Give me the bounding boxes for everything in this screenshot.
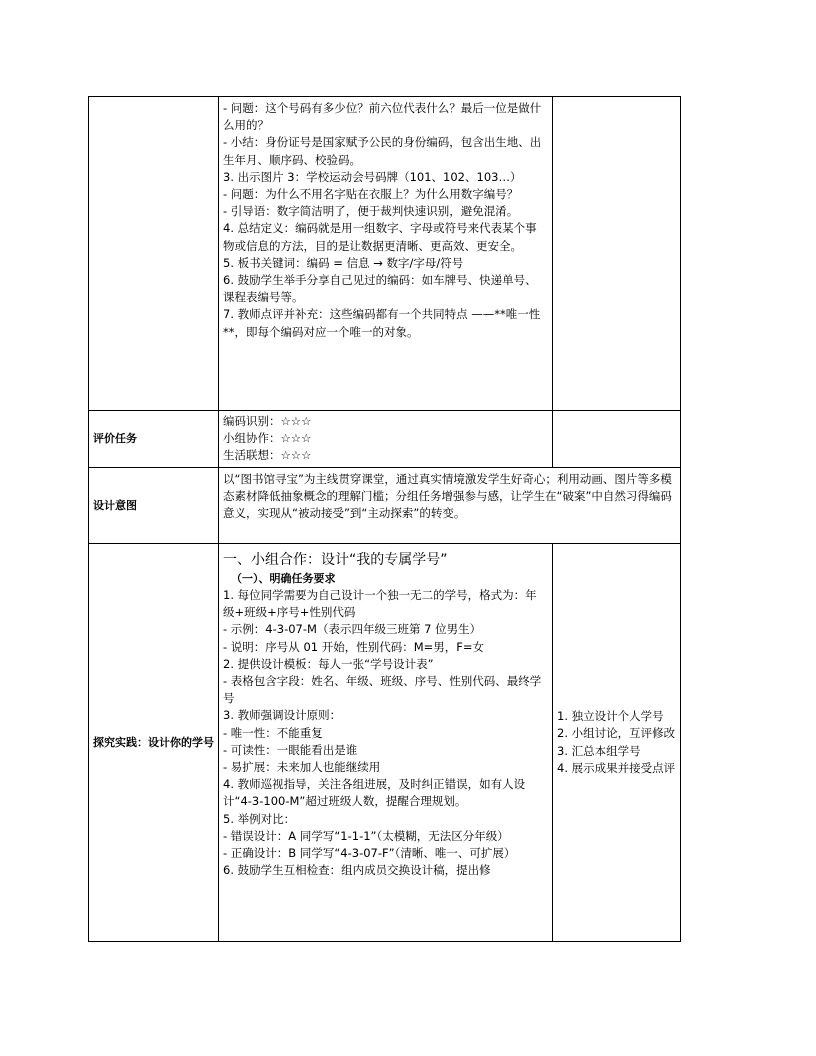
lesson-plan-table [88, 96, 681, 942]
evaluation-label: 评价任务 [89, 411, 219, 468]
practice-line: 1. 每位同学需要为自己设计一个独一无二的学号，格式为：年级+班级+序号+性别代码 [223, 588, 537, 620]
evaluation-content-cell [219, 411, 553, 468]
practice-line: - 错误设计：A 同学写“1-1-1”（太模糊，无法区分年级） [223, 828, 509, 843]
process-line: - 问题：为什么不用名字贴在衣服上？为什么用数字编号？ [223, 187, 519, 202]
evaluation-row [89, 411, 681, 468]
process-line: - 引导语：数字简洁明了，便于裁判快速识别，避免混淆。 [223, 204, 519, 219]
design-intent-text: 以“图书馆寻宝”为主线贯穿课堂，通过真实情境激发学生好奇心；利用动画、图片等多模态素材降低抽象概念的理解门槛；分组任务增强参与感，让学生在“破案”中自然习得编码意义，实现从“被动接受”到“主动探索”的转变。 [219, 468, 681, 544]
practice-line: - 表格包含字段：姓名、年级、班级、序号、性别代码、最终学号 [223, 674, 542, 706]
teaching-process-row [89, 97, 681, 411]
practice-content-cell [219, 544, 553, 942]
process-line: - 问题：这个号码有多少位？前六位代表什么？最后一位是做什么用的？ [223, 101, 542, 133]
process-line: 4. 总结定义：编码就是用一组数字、字母或符号来代表某个事物或信息的方法，目的是让数据更清晰、更高效、更安全。 [223, 221, 537, 253]
evaluation-item: 小组协作：☆☆☆ [223, 431, 312, 445]
row1-content-cell [219, 97, 553, 411]
practice-line: - 示例：4-3-07-M（表示四年级三班第 7 位男生） [223, 622, 482, 637]
practice-line: - 唯一性：不能重复 [223, 725, 323, 740]
practice-line: 4. 教师巡视指导，关注各组进展，及时纠正错误，如有人设计“4-3-100-M”超过班级人数，提醒合理规划。 [223, 777, 526, 809]
process-line: - 小结：身份证号是国家赋予公民的身份编码，包含出生地、出生年月、顺序码、校验码。 [223, 135, 542, 167]
process-line: 6. 鼓励学生举手分享自己见过的编码：如车牌号、快递单号、课程表编号等。 [223, 273, 537, 305]
practice-row [89, 544, 681, 942]
row1-activity-cell [553, 97, 681, 411]
student-activity-item: 3. 汇总本组学号 [557, 743, 641, 758]
design-intent-row [89, 468, 681, 544]
student-activity-item: 1. 独立设计个人学号 [557, 709, 664, 724]
design-intent-label: 设计意图 [89, 468, 219, 544]
subheading: （一）、明确任务要求 [231, 572, 336, 585]
process-line: 5. 板书关键词：编码 = 信息 → 数字/字母/符号 [223, 255, 464, 270]
practice-line: - 易扩展：未来加人也能继续用 [223, 760, 381, 775]
practice-line: - 说明：序号从 01 开始，性别代码：M=男，F=女 [223, 639, 485, 654]
practice-line: 2. 提供设计模板：每人一张“学号设计表” [223, 656, 434, 671]
student-activity-item: 2. 小组讨论，互评修改 [557, 726, 676, 741]
student-activity-cell [553, 544, 681, 942]
practice-line: - 可读性：一眼能看出是谁 [223, 742, 358, 757]
process-line: 3. 出示图片 3：学校运动会号码牌（101、102、103…） [223, 169, 522, 184]
practice-line: 6. 鼓励学生互相检查：组内成员交换设计稿，提出修 [223, 863, 491, 878]
evaluation-activity-cell [553, 411, 681, 468]
practice-line: - 正确设计：B 同学写“4-3-07-F”（清晰、唯一、可扩展） [223, 846, 516, 861]
section-title: 一、小组合作：设计“我的专属学号” [223, 552, 448, 568]
student-activity-item: 4. 展示成果并接受点评 [557, 760, 676, 775]
process-line: 7. 教师点评并补充：这些编码都有一个共同特点 ——**唯一性**，即每个编码对应一个唯一的对象。 [223, 307, 541, 339]
practice-line: 5. 举例对比： [223, 811, 296, 826]
practice-label: 探究实践：设计你的学号 [89, 544, 219, 942]
practice-lines [223, 587, 548, 879]
practice-line: 3. 教师强调设计原则： [223, 708, 342, 723]
evaluation-item: 生活联想：☆☆☆ [223, 448, 312, 462]
row1-label-cell [89, 97, 219, 411]
evaluation-item: 编码识别：☆☆☆ [223, 414, 312, 428]
